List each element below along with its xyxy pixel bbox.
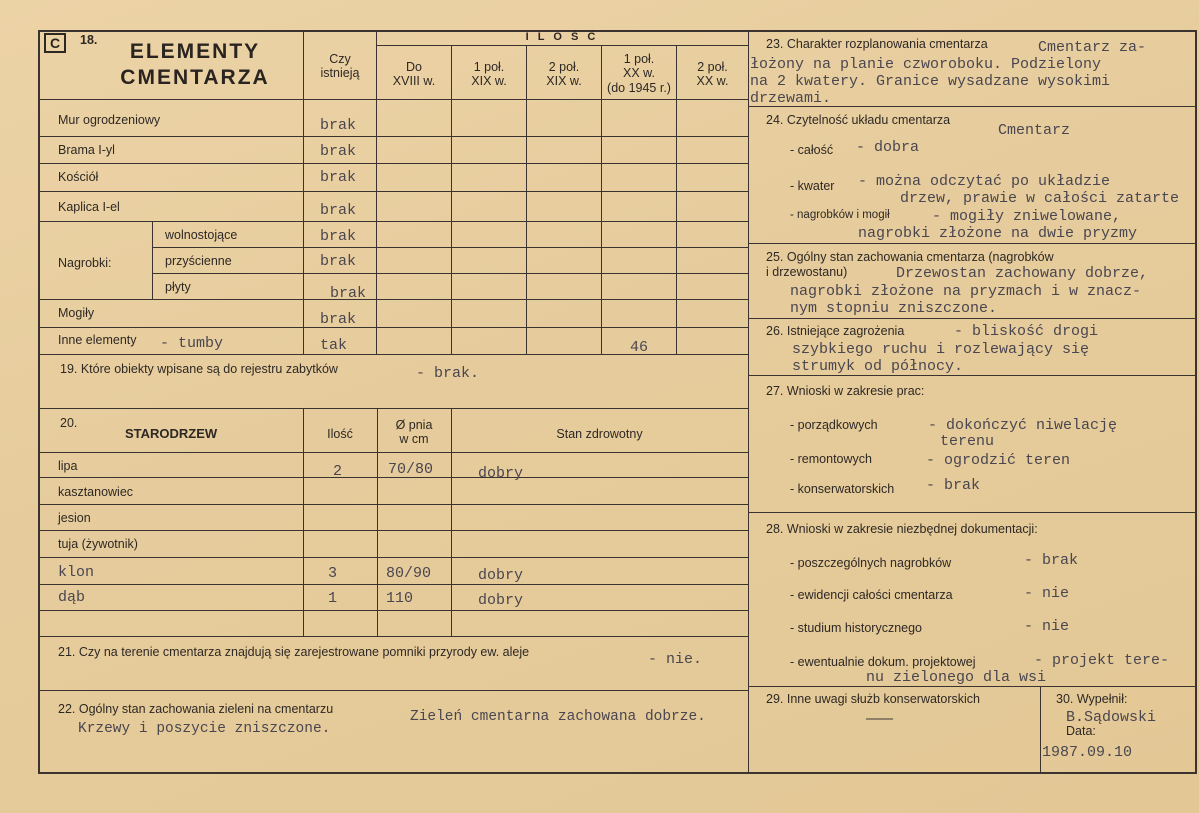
- tree-diam: 70/80: [388, 461, 434, 478]
- s21-bottom: [38, 690, 748, 691]
- s24-bottom: [748, 243, 1197, 244]
- s26-line-2: szybkiego ruchu i rozlewający się: [792, 341, 1090, 358]
- card-letter-box: C: [44, 33, 66, 53]
- s27-b-label: - remontowych: [790, 452, 872, 466]
- value-brama: brak: [320, 143, 357, 160]
- s27-a-label: - porządkowych: [790, 418, 878, 432]
- s20-col-state: Stan zdrowotny: [556, 427, 643, 441]
- row-nagrobki-label: Nagrobki:: [58, 256, 112, 270]
- s28-bottom: [748, 686, 1197, 687]
- s20-row-line: [38, 557, 748, 558]
- s27-a-value-2: terenu: [940, 433, 995, 450]
- s23-bottom: [748, 106, 1197, 107]
- s24-b-value-2: drzew, prawie w całości zatarte: [900, 190, 1180, 207]
- value-mur: brak: [320, 117, 357, 134]
- s18-title-1: ELEMENTY: [129, 40, 261, 63]
- value-plyty: brak: [330, 285, 367, 302]
- s20-row-line: [38, 452, 748, 453]
- s26-label: 26. Istniejące zagrożenia: [766, 324, 905, 338]
- col-xviii-header: Do XVIII w.: [392, 60, 436, 89]
- s23-line-1: Cmentarz za-: [1038, 39, 1147, 56]
- row-line: [152, 247, 748, 248]
- tree-diam: 110: [386, 590, 414, 607]
- s20-col-line: [303, 408, 304, 636]
- s21-value: - nie.: [648, 651, 703, 668]
- tree-name: dąb: [58, 589, 86, 606]
- s22-value-1: Zieleń cmentarna zachowana dobrze.: [410, 709, 706, 725]
- row-wolnostojace-label: wolnostojące: [165, 228, 238, 242]
- s24-c-value-1: - mogiły zniwelowane,: [932, 208, 1122, 225]
- tree-qty: 1: [328, 590, 338, 607]
- s27-c-label: - konserwatorskich: [790, 482, 895, 496]
- s20-col-line: [377, 408, 378, 636]
- s28-a-label: - poszczególnych nagrobków: [790, 556, 952, 570]
- s23-line-3: na 2 kwatery. Granice wysadzane wysokimi: [750, 73, 1111, 90]
- tree-name: lipa: [58, 459, 78, 473]
- s28-a-value: - brak: [1024, 552, 1079, 569]
- s23-line-4: drzewami.: [750, 90, 832, 107]
- s28-label: 28. Wnioski w zakresie niezbędnej dokumentacji:: [766, 522, 1038, 536]
- s18-title-2: CMENTARZA: [120, 66, 270, 89]
- s20-bottom: [38, 636, 748, 637]
- tree-diam: 80/90: [386, 565, 432, 582]
- row-plyty-label: płyty: [165, 280, 191, 294]
- row-line: [38, 136, 748, 137]
- row-line: [38, 99, 748, 100]
- tree-name: tuja (żywotnik): [58, 537, 138, 551]
- row-line: [38, 327, 748, 328]
- card-frame: [38, 30, 1197, 774]
- col-line: [451, 45, 452, 354]
- s26-bottom: [748, 375, 1197, 376]
- s24-a-label: - całość: [790, 143, 834, 157]
- s29-value: ———: [866, 711, 894, 728]
- s19-bottom: [38, 408, 748, 409]
- row-line: [38, 221, 748, 222]
- qty-header-line: [376, 45, 748, 46]
- value-kaplica: brak: [320, 202, 357, 219]
- s20-title: STARODRZEW: [125, 426, 218, 441]
- s22-label: 22. Ogólny stan zachowania zieleni na cmentarzu: [58, 702, 334, 716]
- s24-head: Cmentarz: [998, 122, 1071, 139]
- center-divider: [748, 30, 749, 774]
- s25-line-2: nagrobki złożone na pryzmach i w znacz-: [790, 283, 1142, 300]
- tree-state: dobry: [478, 465, 524, 482]
- s22-value-2: Krzewy i poszycie zniszczone.: [78, 721, 331, 737]
- tree-state: dobry: [478, 592, 524, 609]
- s20-row-line: [38, 610, 748, 611]
- s27-c-value: - brak: [926, 477, 981, 494]
- col-xx2-header: 2 poł. XX w.: [696, 60, 729, 89]
- value-kosciol: brak: [320, 169, 357, 186]
- tree-qty: 2: [333, 463, 343, 480]
- s24-b-value-1: - można odczytać po układzie: [858, 173, 1111, 190]
- value-inne: tak: [320, 337, 348, 354]
- row-kosciol-label: Kościół: [58, 170, 99, 184]
- s27-b-value: - ogrodzić teren: [926, 452, 1071, 469]
- row-mur-label: Mur ogrodzeniowy: [58, 113, 161, 127]
- s29-label: 29. Inne uwagi służb konserwatorskich: [766, 692, 981, 706]
- row-line: [152, 273, 748, 274]
- s23-line-2: łożony na planie czworoboku. Podzielony: [750, 56, 1102, 73]
- col-qty-header: I L O Ś Ć: [525, 31, 599, 43]
- s28-d-value-1: - projekt tere-: [1034, 652, 1170, 669]
- s30-label: 30. Wypełnił:: [1056, 692, 1128, 706]
- s20-col-line: [451, 408, 452, 636]
- tree-state: dobry: [478, 567, 524, 584]
- s30-name: B.Sądowski: [1066, 709, 1157, 726]
- tree-name: jesion: [58, 511, 91, 525]
- s20-col-qty: Ilość: [327, 427, 353, 441]
- s29-s30-divider: [1040, 686, 1041, 774]
- tree-name: kasztanowiec: [58, 485, 134, 499]
- s20-number: 20.: [60, 416, 78, 430]
- s21-label: 21. Czy na terenie cmentarza znajdują się zarejestrowane pomniki przyrody ew. aleje: [58, 645, 530, 659]
- col-xx1-header: 1 poł. XX w. (do 1945 r.): [607, 52, 671, 95]
- s24-label: 24. Czytelność układu cmentarza: [766, 113, 951, 127]
- s24-b-label: - kwater: [790, 179, 835, 193]
- col-xix2-header: 2 poł. XIX w.: [546, 60, 582, 89]
- row-kaplica-label: Kaplica I-el: [58, 200, 120, 214]
- row-brama-label: Brama I-yl: [58, 143, 115, 157]
- value-inne-qty: 46: [630, 339, 649, 356]
- s20-row-line: [38, 584, 748, 585]
- s20-col-diam: Ø pnia w cm: [395, 418, 433, 447]
- s25-label-1: 25. Ogólny stan zachowania cmentarza (nagrobków: [766, 250, 1054, 264]
- value-przyscienne: brak: [320, 253, 357, 270]
- s23-label: 23. Charakter rozplanowania cmentarza: [766, 37, 988, 51]
- s24-c-label: - nagrobków i mogił: [790, 209, 890, 221]
- s25-line-3: nym stopniu zniszczone.: [790, 300, 998, 317]
- s24-a-value: - dobra: [856, 139, 920, 156]
- s27-a-value-1: - dokończyć niwelację: [928, 417, 1118, 434]
- s28-b-value: - nie: [1024, 585, 1070, 602]
- s28-c-label: - studium historycznego: [790, 621, 923, 635]
- s25-bottom: [748, 318, 1197, 319]
- s30-date-label: Data:: [1066, 724, 1096, 738]
- s30-date: 1987.09.10: [1042, 744, 1133, 761]
- row-przyscienne-label: przyścienne: [165, 254, 232, 268]
- row-line: [38, 191, 748, 192]
- nagrobki-split: [152, 221, 153, 299]
- s27-label: 27. Wnioski w zakresie prac:: [766, 384, 925, 398]
- row-line: [38, 299, 748, 300]
- s19-value: - brak.: [416, 365, 480, 382]
- s20-row-line: [38, 504, 748, 505]
- s28-b-label: - ewidencji całości cmentarza: [790, 588, 953, 602]
- s28-d-value-2: nu zielonego dla wsi: [866, 669, 1047, 686]
- col-exists-header: Czy istnieją: [320, 52, 360, 81]
- s20-row-line: [38, 530, 748, 531]
- tree-qty: 3: [328, 565, 338, 582]
- s24-c-value-2: nagrobki złożone na dwie pryzmy: [858, 225, 1138, 242]
- s19-label: 19. Które obiekty wpisane są do rejestru zabytków: [60, 362, 338, 376]
- s26-line-3: strumyk od północy.: [792, 358, 964, 375]
- row-mogily-label: Mogiły: [58, 306, 95, 320]
- s28-d-label: - ewentualnie dokum. projektowej: [790, 655, 976, 669]
- s25-label-2: i drzewostanu): [766, 265, 848, 279]
- tree-name: klon: [58, 564, 95, 581]
- s26-line-1: - bliskość drogi: [954, 323, 1099, 340]
- s27-bottom: [748, 512, 1197, 513]
- row-line: [38, 163, 748, 164]
- s25-line-1: Drzewostan zachowany dobrze,: [896, 265, 1149, 282]
- row-inne-label: Inne elementy: [58, 333, 137, 347]
- s28-c-value: - nie: [1024, 618, 1070, 635]
- value-wolnostojace: brak: [320, 228, 357, 245]
- col-xix1-header: 1 poł. XIX w.: [471, 60, 507, 89]
- row-inne-note: - tumby: [160, 335, 224, 352]
- value-mogily: brak: [320, 311, 357, 328]
- col-line: [526, 45, 527, 354]
- s18-number: 18.: [80, 33, 98, 47]
